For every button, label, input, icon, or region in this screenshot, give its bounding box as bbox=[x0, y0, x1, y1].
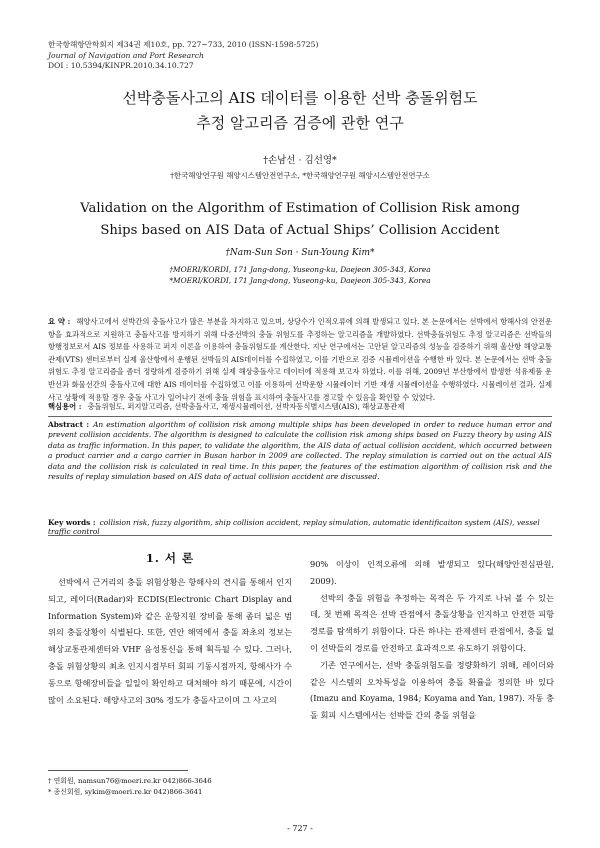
footnote-divider bbox=[48, 770, 188, 771]
authors-english: †Nam-Sun Son · Sun-Young Kim* bbox=[225, 248, 375, 258]
body-column-right bbox=[310, 556, 554, 724]
body-column-left bbox=[48, 574, 292, 708]
keywords-korean bbox=[48, 402, 552, 412]
abstract-korean-label: 요 약 : bbox=[48, 317, 71, 326]
abstract-english-text: An estimation algorithm of collision risk among multiple ships has been developed in order to reduce human error and prevent collision accidents. The algorithm is designed to calculate the collision risk among ships based on Fuzzy theory by using AIS data as traffic information. In this paper, to validate the algorithm, the AIS data of actual collision accident, which occurred between a product carrier and a cargo carrier in Busan harbor in 2009 are collected. The replay simulation is carried out on the actual AIS data and the collision risk is calculated in real time. In this paper, the features of the estimation algorithm of collision risk and the results of replay simulation based on AIS data of actual collision accident are discussed. bbox=[48, 420, 552, 482]
title-english bbox=[0, 198, 600, 242]
page-number: - 727 - bbox=[287, 824, 313, 833]
title-korean-line1: 선박충돌사고의 AIS 데이터를 이용한 선박 충돌위험도 bbox=[122, 89, 478, 107]
body-paragraph: 선박의 충돌 위험을 추정하는 목적은 두 가지로 나뉘 볼 수 있는데, 첫 번째 목적은 선박 관점에서 충돌상황을 인지하고 안전한 피항 경로를 탐색하기 위함이다. 다른 하나는 관제센터 관점에서, 충돌 없이 선박들의 경로를 안전하고 효과적으로 유도하기 위함이다. bbox=[310, 592, 554, 653]
affiliation-korean: †한국해양연구원 해양시스템안전연구소, *한국해양연구원 해양시스템안전연구소 bbox=[170, 171, 430, 180]
keywords-english-text: collision risk, fuzzy algorithm, ship collision accident, replay simulation, automatic identificaiton system (AIS), vessel traffic control bbox=[48, 518, 540, 536]
keywords-korean-text: 충돌위험도, 퍼지알고리즘, 선박충돌사고, 재생시뮬레이션, 선박자동식별시스템(AIS), 해상교통관제 bbox=[87, 402, 405, 411]
doi: DOI : 10.5394/KINPR.2010.34.10.727 bbox=[48, 61, 194, 70]
footnote-coauthor: * 종신회원, sykim@moeri.re.kr 042)866-3641 bbox=[48, 788, 203, 796]
title-english-line2: Ships based on AIS Data of Actual Ships’ Collision Accident bbox=[100, 223, 500, 238]
keywords-english-label: Key words : bbox=[48, 518, 96, 527]
journal-citation: 한국항해항만학회지 제34권 제10호, pp. 727~733, 2010 (ISSN-1598-5725) bbox=[48, 40, 319, 49]
journal-name: Journal of Navigation and Port Research bbox=[48, 50, 204, 60]
journal-header bbox=[48, 40, 318, 72]
divider bbox=[48, 416, 552, 417]
keywords-english bbox=[48, 518, 552, 536]
title-english-line1: Validation on the Algorithm of Estimation of Collision Risk among bbox=[80, 201, 520, 216]
title-korean bbox=[0, 86, 600, 136]
footnotes bbox=[48, 776, 212, 798]
affiliation-english-line2: *MOERI/KORDI, 171 Jang-dong, Yuseong-ku, Daejeon 305-343, Korea bbox=[169, 275, 431, 285]
section-heading: 1. 서 론 bbox=[145, 551, 195, 565]
abstract-english-label: Abstract : bbox=[48, 420, 90, 429]
affiliation-english-line1: †MOERI/KORDI, 171 Jang-dong, Yuseong-ku, Daejeon 305-343, Korea bbox=[169, 265, 431, 274]
keywords-korean-label: 핵심용어 : bbox=[48, 402, 82, 411]
body-paragraph: 기존 연구에서는, 선박 충돌위험도를 정량화하기 위해, 레이더와 같은 시스템의 오차특성을 이용하여 충돌 확률을 정의한 바 있다(Imazu and Koyama, 1984; Koyama and Yan, 1987). 자동 충돌 회피 시스템에서는 선박들 간의 충돌 위험을 bbox=[310, 659, 554, 721]
abstract-english bbox=[48, 420, 552, 482]
affiliation-english bbox=[0, 265, 600, 286]
body-paragraph: 선박에서 근거리의 충돌 위험상황은 항해사의 견시를 통해서 인지되고, 레이더(Radar)와 ECDIS(Electronic Chart Display and Information System)와 같은 운항지원 장비를 통해 좀더 넓은 범위의 충돌상황이 식별된다. 또한, 연안 해역에서 충돌 좌초의 정보는 해상교통관제센터와 VHF 음성통신을 통해 획득될 수 있다. 그러나, 충돌 위험상황의 최초 인지시점부터 회피 기동시점까지, 항해사가 수동으로 항해장비들을 일일이 확인하고 대처해야 하기 때문에, 시간이 많이 소요된다. 해양사고의 30% 정도가 충돌사고이며 그 사고의 bbox=[48, 577, 292, 705]
authors-korean: †손남선 · 김선영* bbox=[263, 155, 337, 166]
abstract-korean bbox=[48, 316, 552, 404]
abstract-korean-text: 해양사고에서 선박간의 충돌사고가 많은 부분을 차지하고 있으며, 상당수가 인적오류에 의해 발생되고 있다. 본 논문에서는 선박에서 항해사의 안전운항을 효과적으로 지원하고 충돌사고를 방지하기 위해 다중선박의 충돌 위험도를 추정하는 알고리즘을 개발하였다. 선박충돌위험도 추정 알고리즘은 선박들의 항행정보로서 AIS 정보를 사용하고 퍼지 이론을 이용하여 충돌위험도를 계산한다. 지난 연구에서는 고안된 알고리즘의 성능을 검증하기 위해 울산항 해양교통관제(VTS) 센터로부터 실제 울산항에서 운행된 선박들의 AIS데이터를 수집하였고, 이를 기반으로 검증 시뮬레이션을 수행한 바 있다. 본 논문에서는 선박 충돌위험도 추정 알고리즘을 좀더 정량하게 검증하기 위해 실제 해상충돌사고 데이터에 적용해 보고자 하였다. 이를 위해, 2009년 부산항에서 발생한 석유제품 운반선과 화물선간의 충돌사고에 대한 AIS 데이터를 수집하였고 이를 이용하여 선박운항 시뮬레이터 기반 재생 시뮬레이션을 수행하였다. 시뮬레이션 결과, 실제 사고 상황에 적용할 경우 충돌 사고가 일어나기 전에 충돌 위험을 표시하여 충돌사고를 경고할 수 있음을 확인할 수 있었다. bbox=[48, 317, 553, 402]
title-korean-line2: 추정 알고리즘 검증에 관한 연구 bbox=[196, 114, 404, 132]
footnote-corresponding-author: † 연회원, namsun76@moeri.re.kr 042)866-3646 bbox=[48, 777, 212, 785]
body-paragraph: 90% 이상이 인적오류에 의해 발생되고 있다(해양안전심판원, 2009). bbox=[310, 559, 554, 586]
divider bbox=[48, 535, 552, 536]
